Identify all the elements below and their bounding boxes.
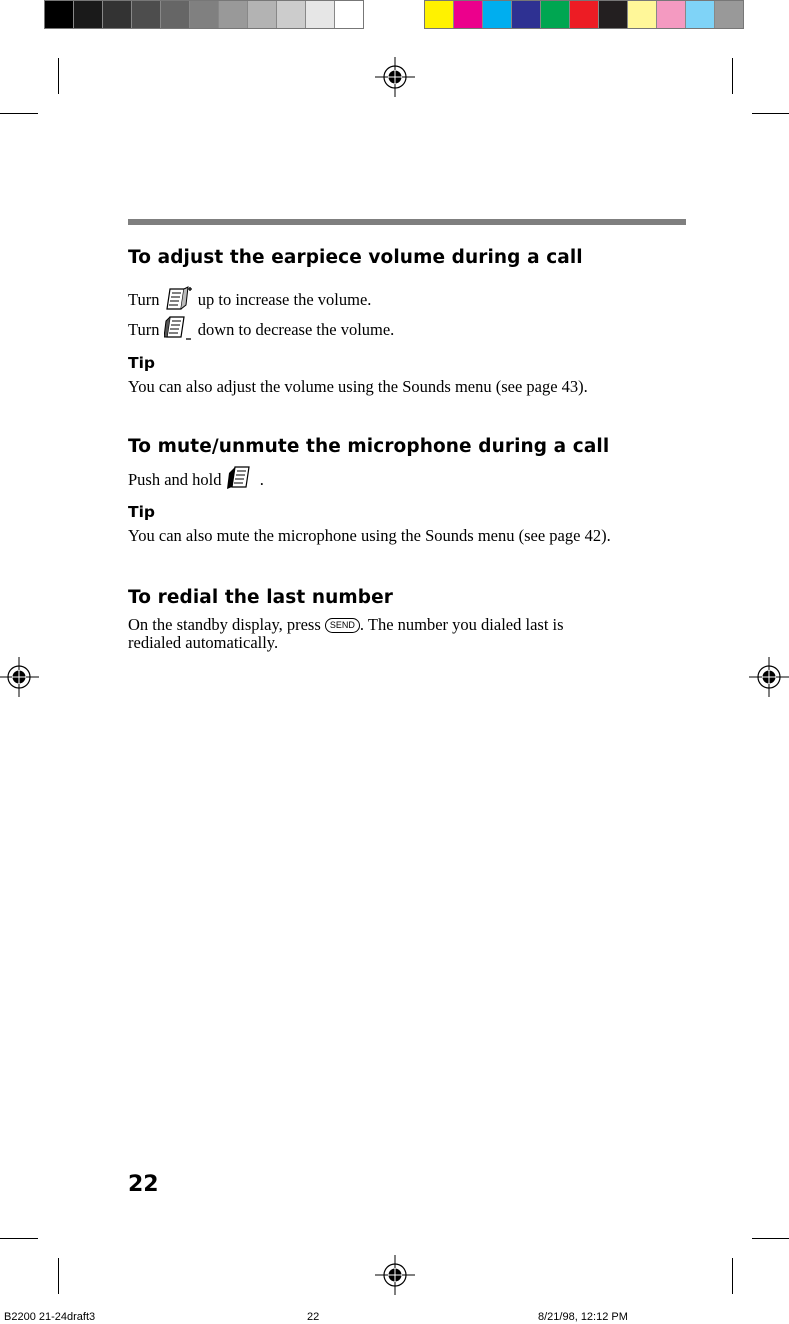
color-swatch xyxy=(425,1,454,28)
instruction-text: On the standby display, press xyxy=(128,615,321,634)
instruction-text: Push and hold xyxy=(128,470,222,489)
color-swatch xyxy=(657,1,686,28)
registration-mark-icon xyxy=(0,657,39,697)
instruction-text: down to decrease the volume. xyxy=(197,320,395,339)
crop-mark xyxy=(752,1238,789,1239)
color-swatch xyxy=(454,1,483,28)
gray-swatch xyxy=(190,1,219,28)
crop-mark xyxy=(58,1258,59,1294)
section-rule xyxy=(128,219,686,225)
jog-dial-up-icon xyxy=(164,285,194,311)
tip-label: Tip xyxy=(128,354,155,372)
tip-label: Tip xyxy=(128,503,155,521)
crop-mark xyxy=(732,58,733,94)
heading-mute-microphone: To mute/unmute the microphone during a call xyxy=(128,436,610,457)
tip-text: You can also mute the microphone using the Sounds menu (see page 42). xyxy=(128,526,611,545)
color-swatch xyxy=(715,1,743,28)
footer-page: 22 xyxy=(307,1311,320,1323)
crop-mark xyxy=(0,1238,38,1239)
gray-swatch xyxy=(335,1,363,28)
instruction-verb: Turn xyxy=(128,320,160,339)
registration-mark-icon xyxy=(375,57,415,97)
jog-dial-press-icon xyxy=(226,465,256,491)
gray-swatch xyxy=(248,1,277,28)
gray-swatch xyxy=(74,1,103,28)
footer-timestamp: 8/21/98, 12:12 PM xyxy=(538,1311,628,1323)
gray-swatch xyxy=(45,1,74,28)
instruction-verb: Turn xyxy=(128,290,160,309)
color-swatch xyxy=(483,1,512,28)
heading-redial: To redial the last number xyxy=(128,587,393,608)
redial-instruction-line-2: redialed automatically. xyxy=(128,633,279,652)
registration-mark-icon xyxy=(375,1255,415,1295)
color-swatch xyxy=(599,1,628,28)
color-swatch xyxy=(512,1,541,28)
color-swatch xyxy=(628,1,657,28)
redial-instruction-line-1 xyxy=(128,616,564,634)
volume-up-instruction xyxy=(128,285,371,311)
process-color-bar xyxy=(424,0,744,29)
crop-mark xyxy=(0,113,38,114)
gray-swatch xyxy=(132,1,161,28)
send-key: SEND xyxy=(325,618,360,633)
grayscale-color-bar xyxy=(44,0,364,29)
footer-filename: B2200 21-24draft3 xyxy=(4,1311,96,1323)
gray-swatch xyxy=(161,1,190,28)
registration-mark-icon xyxy=(749,657,789,697)
tip-text: You can also adjust the volume using the Sounds menu (see page 43). xyxy=(128,377,588,396)
color-swatch xyxy=(541,1,570,28)
mute-instruction xyxy=(128,465,264,491)
instruction-punctuation: . xyxy=(259,470,264,489)
crop-mark xyxy=(58,58,59,94)
jog-dial-down-icon xyxy=(164,315,194,341)
gray-swatch xyxy=(103,1,132,28)
heading-adjust-volume: To adjust the earpiece volume during a call xyxy=(128,247,583,268)
gray-swatch xyxy=(306,1,335,28)
volume-down-instruction xyxy=(128,315,394,341)
gray-swatch xyxy=(219,1,248,28)
color-swatch xyxy=(570,1,599,28)
crop-mark xyxy=(752,113,789,114)
color-swatch xyxy=(686,1,715,28)
gray-swatch xyxy=(277,1,306,28)
crop-mark xyxy=(732,1258,733,1294)
instruction-text: up to increase the volume. xyxy=(197,290,372,309)
page-number: 22 xyxy=(128,1172,159,1197)
instruction-text: . The number you dialed last is xyxy=(359,615,564,634)
